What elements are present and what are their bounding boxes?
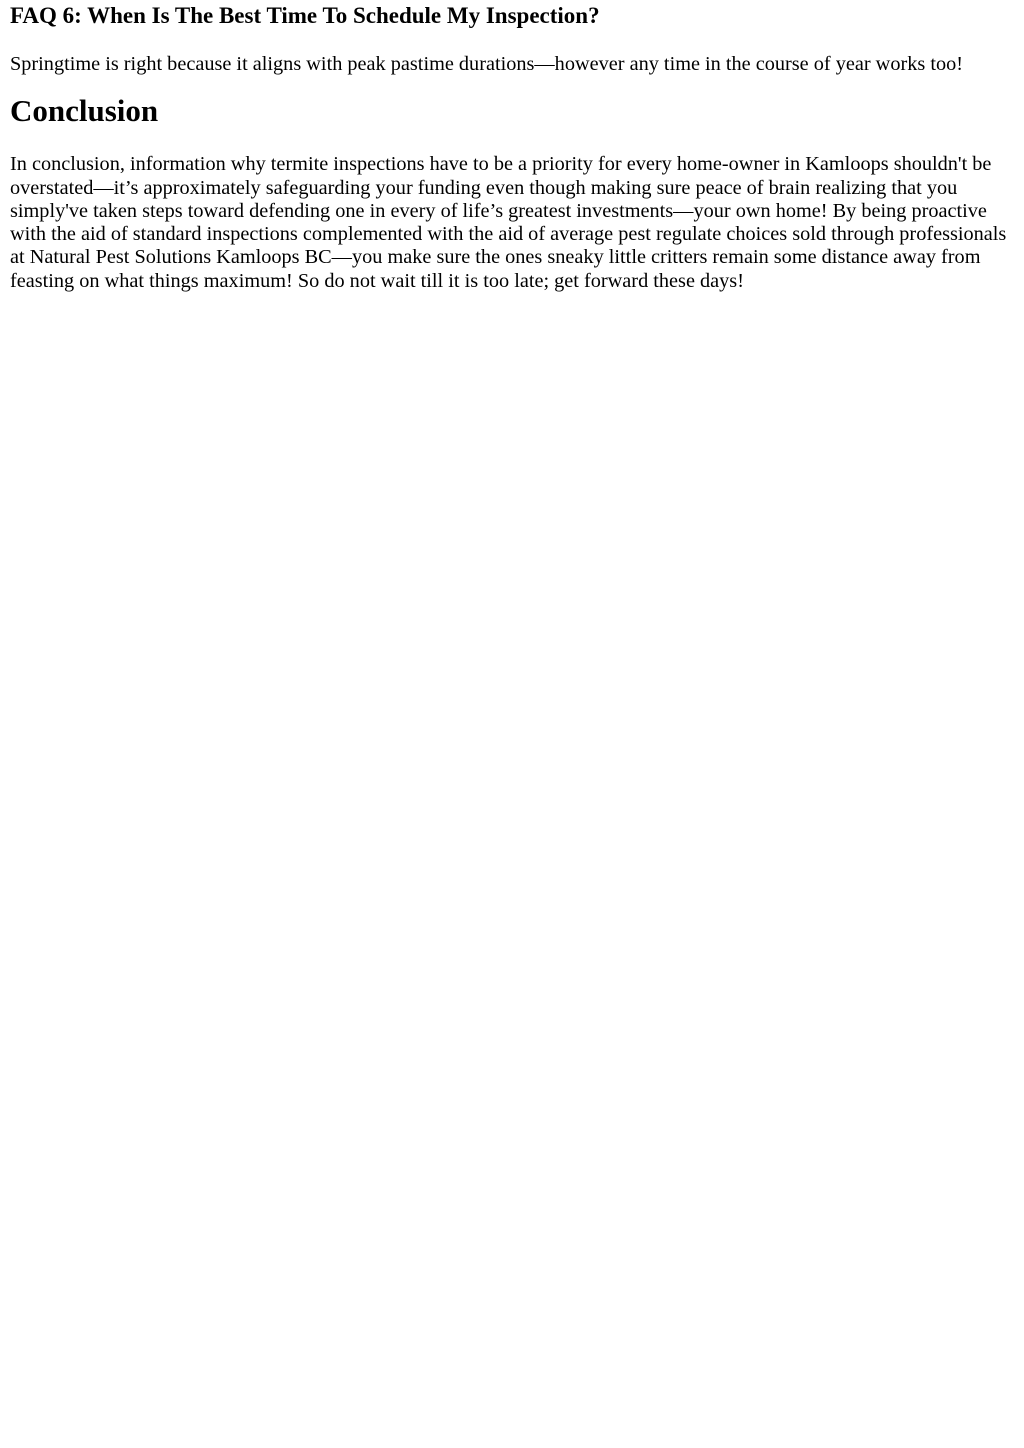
conclusion-heading: Conclusion	[10, 93, 159, 129]
conclusion-body: In conclusion, information why termite inspections have to be a priority for every home-owner in Kamloops shouldn't be overstated—it’s approximately safeguarding your funding even though making sure peace of brain realizing that you simply've taken steps toward defending one in every of life’s greatest investments—your own home! By being proactive with the aid of standard inspections complemented with the aid of average pest regulate choices sold through professionals at Natural Pest Solutions Kamloops BC—you make sure the ones sneaky little critters remain some distance away from feasting on what things maximum! So do not wait till it is too late; get forward these days!	[10, 153, 1007, 292]
faq-heading: FAQ 6: When Is The Best Time To Schedule My Inspection?	[10, 3, 600, 28]
article-content	[0, 2, 1024, 293]
faq-answer: Springtime is right because it aligns with peak pastime durations—however any time in the course of year works too!	[10, 53, 963, 75]
